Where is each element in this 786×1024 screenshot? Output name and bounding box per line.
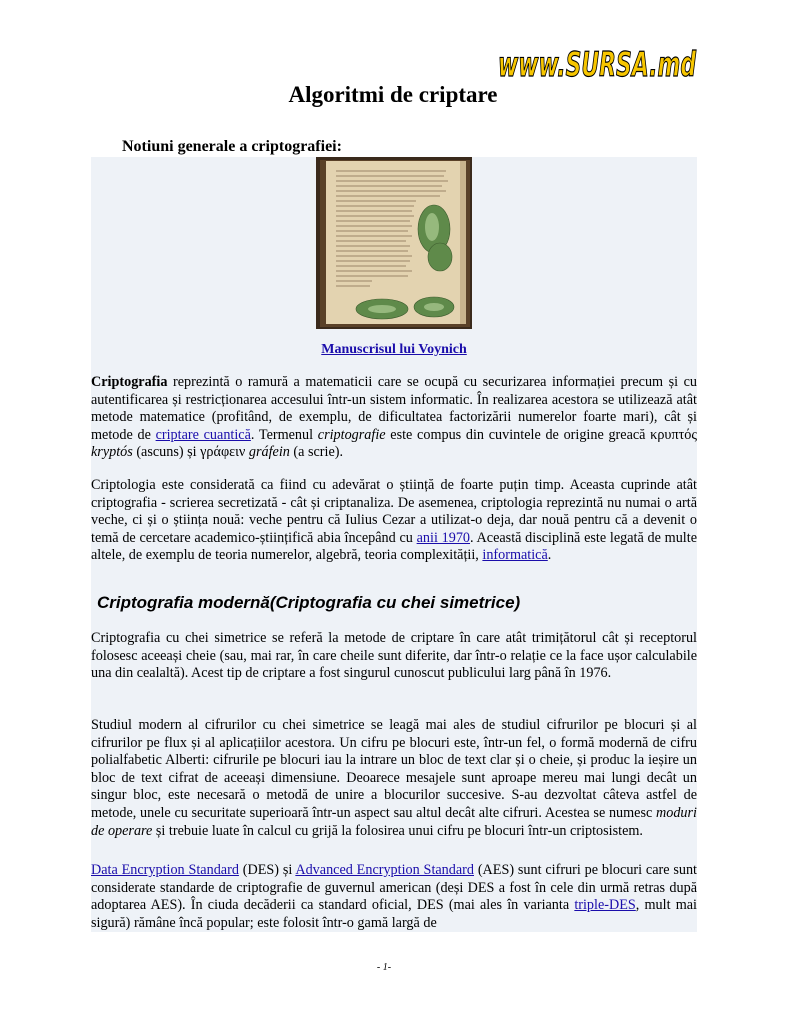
link-triple-des[interactable]: triple-DES xyxy=(574,897,636,914)
text-run: Criptologia este considerată ca fiind cu adevărat o știință de foarte puțin timp. Aceasta cuprinde atât criptografia - scrierea secretizată - cât și criptanaliza. De asemenea, criptologia reprezintă nu numai o artă veche, ci și o știința nouă: veche pentru că Iulius Cezar a utilizat-o deja, dar nouă pentru că a devenit o temă de cercetare academico-științifică abia începând cu xyxy=(91,477,697,546)
figure-caption xyxy=(91,342,697,358)
text-run: Studiul modern al cifrurilor cu chei simetrice se leagă mai ales de studiul cifrurilor pe blocuri și al cifrurilor pe flux și al aplicațiilor acestora. Un cifru pe blocuri este, într-un fel, o formă modernă de cifru polialfabetic Alberti: cifrurile pe blocuri iau la intrare un bloc de text clar și o cheie, și produc la ieșire un bloc de text cifrat de aceeași dimensiune. Deoarece mesajele sunt aproape mereu mai lungi decât un singur bloc, este necesară o metodă de unire a blocurilor succesive. S-au dezvoltat câteva astfel de metode, unele cu securitate superioară într-un aspect sau altul decât alte cifruri. Acestea se numesc xyxy=(91,717,697,821)
text-run: (DES) și xyxy=(238,862,296,878)
text-run: . Termenul xyxy=(250,426,318,443)
paragraph-criptografia xyxy=(91,374,697,462)
paragraph-des-aes xyxy=(91,862,697,932)
link-des[interactable]: Data Encryption Standard xyxy=(91,862,239,878)
italic-term: kryptós xyxy=(91,444,133,461)
subheading-criptografia-moderna: Criptografia modernă(Criptografia cu chei simetrice) xyxy=(97,593,521,612)
text-run: . Această disciplină este legată de multe altele, de exemplu de teoria numerelor, algebră, teoria complexității, xyxy=(91,529,697,564)
text-run: . xyxy=(547,547,552,564)
italic-term: moduri de operare xyxy=(91,804,697,839)
section-heading: Notiuni generale a criptografiei: xyxy=(122,138,342,155)
paragraph-chei-simetrice: Criptografia cu chei simetrice se referă la metode de criptare în care atât trimițătorul cât și receptorul folosesc aceeași cheie (sau, mai rar, în care cheile sunt diferite, dar într-o relație ce la face ușor calculabile una din cealaltă). Acest tip de criptare a fost singurul cunoscut publicului larg până în 1976. xyxy=(91,630,697,682)
text-run: și trebuie luate în calcul cu grijă la folosirea unui cifru pe blocuri într-un criptosistem. xyxy=(152,822,643,839)
italic-term: criptografie xyxy=(317,426,386,443)
text-run: , mult mai sigură) rămâne încă popular; este folosit într-o gamă largă de xyxy=(91,897,697,931)
link-criptare-cuantica[interactable]: criptare cuantică xyxy=(155,426,251,443)
italic-term: gráfein xyxy=(248,444,290,461)
paragraph-criptologia xyxy=(91,477,697,565)
text-run: este compus din cuvintele de origine greacă κρυπτός xyxy=(385,426,698,443)
link-informatica[interactable]: informatică xyxy=(482,547,548,564)
text-run: (ascuns) și γράφειν xyxy=(132,444,249,461)
term-criptografia: Criptografia xyxy=(91,374,168,390)
sursa-logo xyxy=(494,38,700,84)
text-run: (AES) sunt cifruri pe blocuri care sunt considerate standarde de criptografie de guvernul american (deși DES a fost în cele din urmă retras după adoptarea AES). În ciuda decăderii ca standard oficial, DES (mai ales în varianta xyxy=(91,862,697,914)
document-title: Algoritmi de criptare xyxy=(288,82,498,107)
logo-text: www.SURSA.md xyxy=(498,45,697,85)
link-anii-1970[interactable]: anii 1970 xyxy=(416,529,471,546)
paragraph-studiul-modern xyxy=(91,717,697,840)
text-run: reprezintă o ramură a matematicii care se ocupă cu securizarea informației precum și cu autentificarea și restricționarea accesului într-un sistem informatic. În realizarea acestora se utilizează atât metode matematice (profitând, de exemplu, de dificultatea factorizării numerelor foarte mari), cât și metode de xyxy=(91,374,697,443)
voynich-link[interactable]: Manuscrisul lui Voynich xyxy=(321,342,467,357)
text-run: (a scrie). xyxy=(289,444,344,461)
page-number: - 1- xyxy=(376,962,392,973)
content-panel xyxy=(91,157,697,932)
voynich-manuscript-image xyxy=(316,157,472,329)
link-aes[interactable]: Advanced Encryption Standard xyxy=(295,862,474,878)
